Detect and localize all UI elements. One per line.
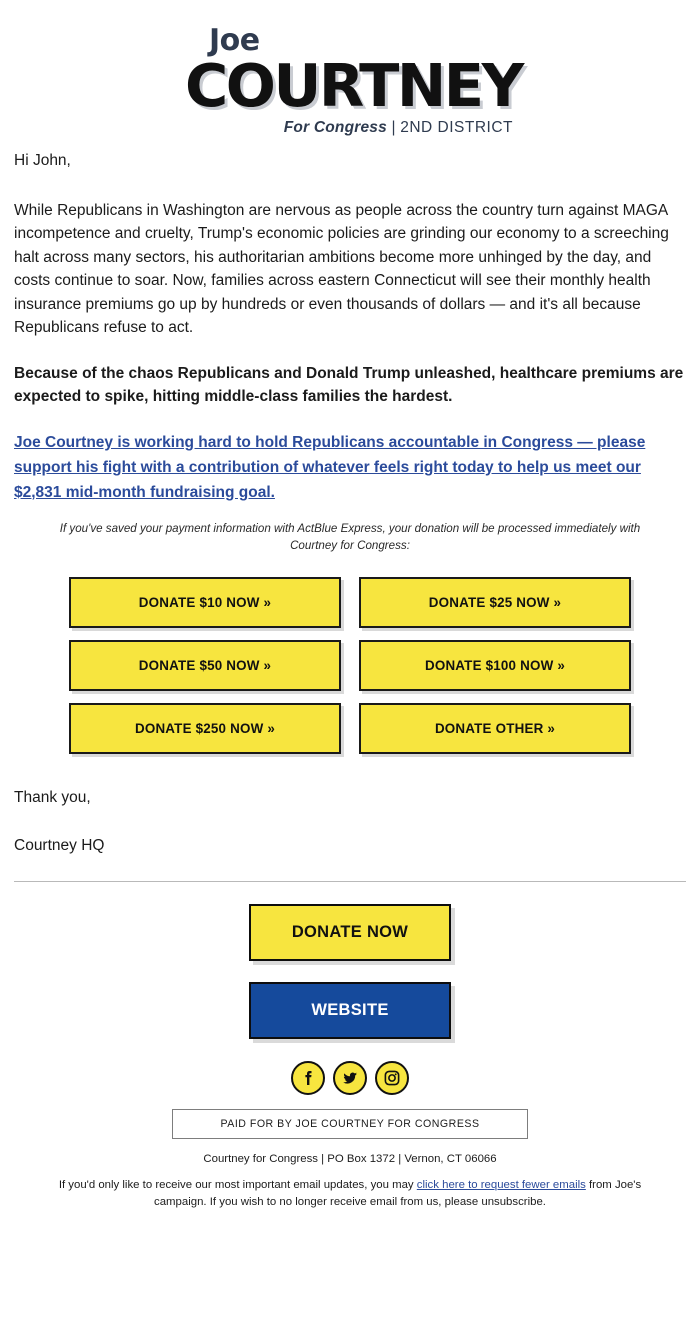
donate-250-button[interactable]: DONATE $250 NOW » — [69, 703, 341, 754]
fundraising-ask-link[interactable]: Joe Courtney is working hard to hold Republicans accountable in Congress — please support his fight with a contribution of whatever feels right today to help us meet our $2,831 mid-month fundraising goal. — [14, 433, 646, 501]
donate-100-button[interactable]: DONATE $100 NOW » — [359, 640, 631, 691]
unsubscribe-text-post: from Joe's campaign. If you wish to no longer receive email from us, please unsubscribe. — [154, 1179, 642, 1209]
donate-cell — [350, 571, 640, 634]
footer-website-button[interactable]: WEBSITE — [249, 982, 451, 1039]
logo-tagline-for-congress: For Congress — [283, 119, 387, 137]
paid-for-disclaimer: PAID FOR BY JOE COURTNEY FOR CONGRESS — [172, 1109, 528, 1139]
unsubscribe-text-pre: If you'd only like to receive our most important email updates, you may — [58, 1179, 417, 1192]
donate-25-button[interactable]: DONATE $25 NOW » — [359, 577, 631, 628]
campaign-logo — [185, 23, 522, 137]
donate-cell — [60, 634, 350, 697]
logo-tagline-separator: | — [391, 119, 396, 137]
fewer-emails-link[interactable]: click here to request fewer emails — [416, 1179, 586, 1192]
donate-50-button[interactable]: DONATE $50 NOW » — [69, 640, 341, 691]
sign-off-text: Thank you, — [14, 788, 91, 806]
unsubscribe-block — [36, 1177, 664, 1211]
mailing-address: Courtney for Congress | PO Box 1372 | Vernon, CT 06066 — [203, 1153, 497, 1166]
greeting-text: Hi John, — [14, 152, 71, 170]
instagram-icon[interactable] — [375, 1061, 409, 1095]
email-content — [0, 149, 700, 555]
paragraph-2: Because of the chaos Republicans and Donald Trump unleashed, healthcare premiums are expected to spike, hitting middle-class families the hardest. — [14, 364, 684, 406]
footer-cta-block — [0, 882, 700, 1039]
donate-cell — [350, 697, 640, 760]
donate-cell — [350, 634, 640, 697]
paragraph-1: While Republicans in Washington are nervous as people across the country turn against MAGA incompetence and cruelty, Trump's economic policies are grinding our economy to a screeching halt across many sectors, his authoritarian ambitions become more unhinged by the day, and costs continue to soar. Now, families across eastern Connecticut will see their monthly health insurance premiums go up by hundreds or even thousands of dollars — and it's all because Republicans refuse to act. — [14, 201, 669, 337]
donate-other-button[interactable]: DONATE OTHER » — [359, 703, 631, 754]
donate-cell — [60, 697, 350, 760]
signature-text: Courtney HQ — [14, 836, 105, 854]
donate-cell — [60, 571, 350, 634]
sign-off-block — [0, 760, 700, 857]
logo-tagline — [185, 119, 515, 137]
footer-donate-now-button[interactable]: DONATE NOW — [249, 904, 451, 961]
facebook-icon[interactable] — [291, 1061, 325, 1095]
actblue-express-disclaimer: If you've saved your payment information with ActBlue Express, your donation will be processed immediately with Courtney for Congress: — [59, 522, 641, 553]
logo-last-name: COURTNEY — [185, 51, 522, 120]
twitter-icon[interactable] — [333, 1061, 367, 1095]
logo-header — [0, 0, 700, 149]
social-links — [0, 1039, 700, 1095]
logo-first-name: Joe — [209, 23, 260, 58]
donate-10-button[interactable]: DONATE $10 NOW » — [69, 577, 341, 628]
donate-amount-grid — [0, 571, 700, 760]
logo-tagline-district: 2ND DISTRICT — [400, 119, 513, 137]
